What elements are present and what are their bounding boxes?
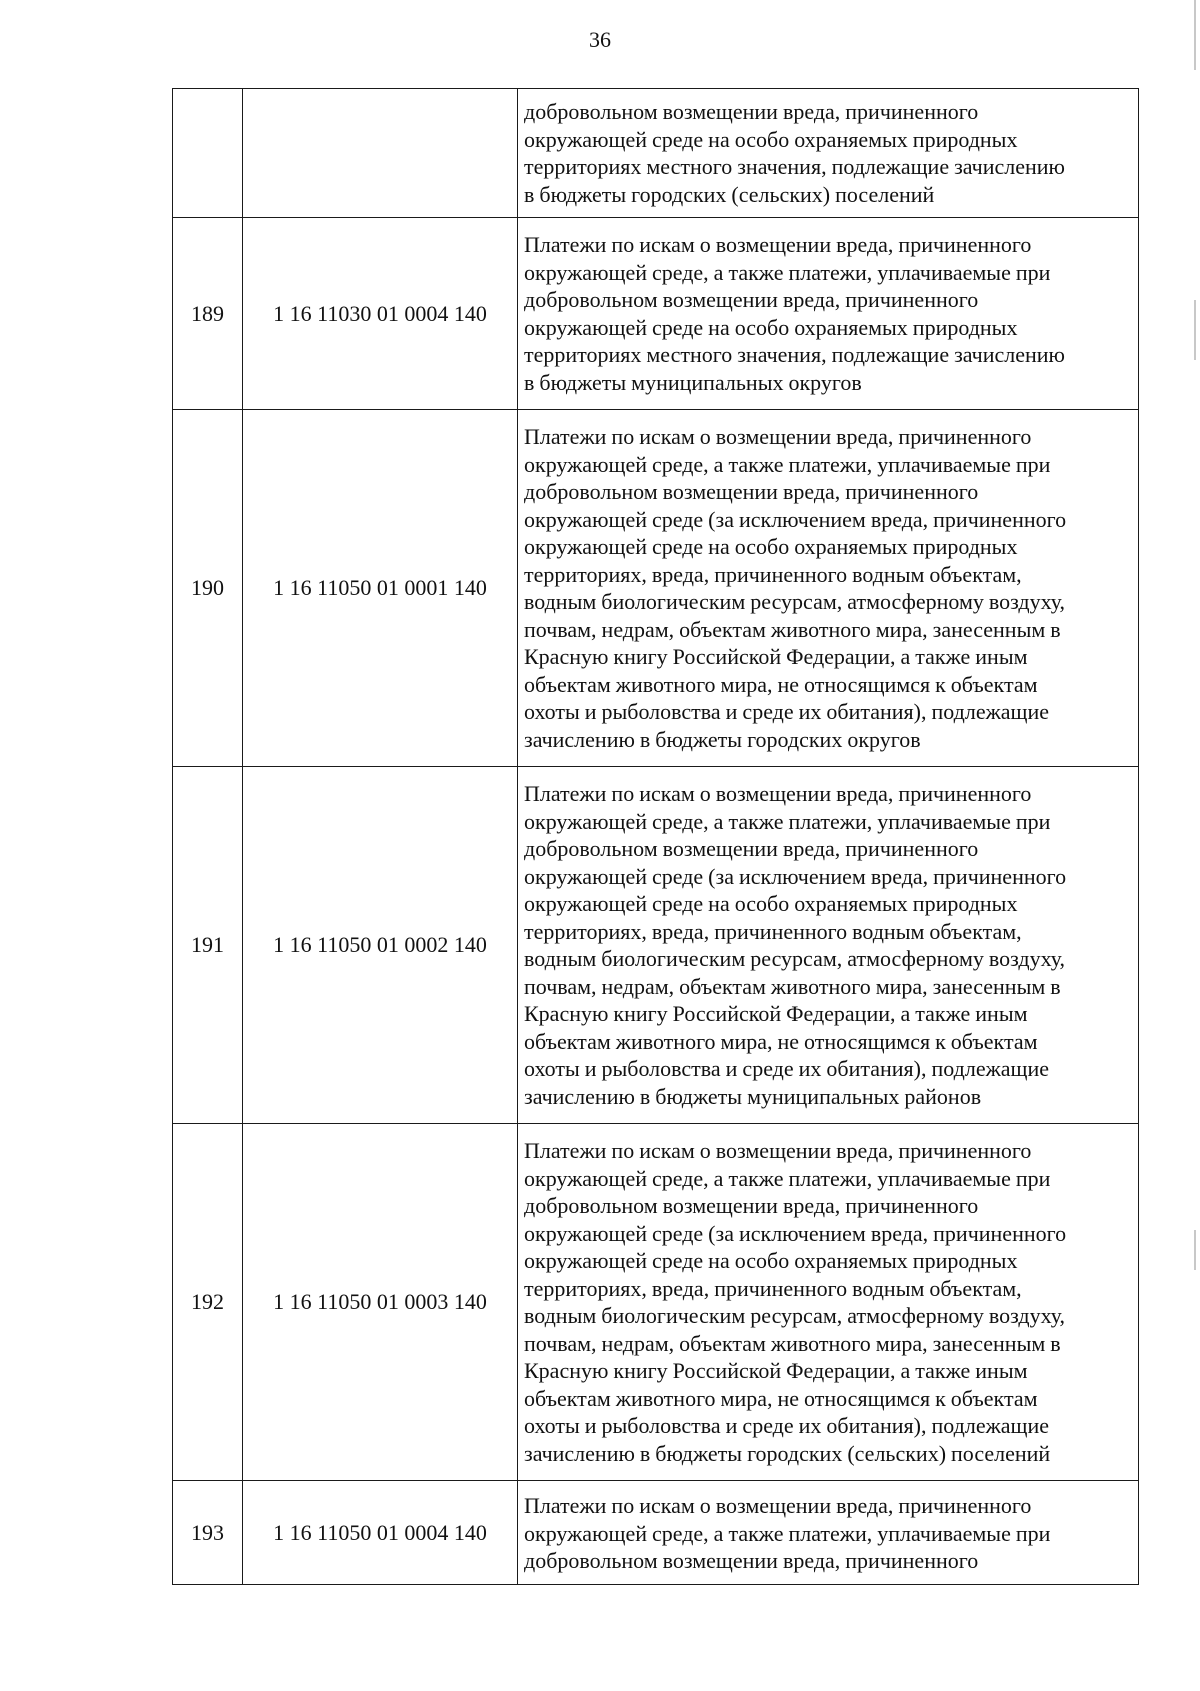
page-number: 36	[589, 27, 611, 52]
row-description: Платежи по искам о возмещении вреда, причиненного окружающей среде, а также платежи, уплачиваемые при добровольном возмещении вреда, причиненного окружающей среде на особо охраняемых природных территориях местного значения, подлежащие зачислению в бюджеты муниципальных округов	[524, 232, 1065, 395]
budget-code: 1 16 11050 01 0001 140	[243, 410, 518, 767]
row-number: 189	[173, 218, 243, 410]
row-description-cell	[518, 89, 1139, 218]
row-description-cell	[518, 1124, 1139, 1481]
row-description: Платежи по искам о возмещении вреда, причиненного окружающей среде, а также платежи, уплачиваемые при добровольном возмещении вреда, причиненного	[524, 1493, 1051, 1573]
row-description: Платежи по искам о возмещении вреда, причиненного окружающей среде, а также платежи, уплачиваемые при добровольном возмещении вреда, причиненного окружающей среде (за исключением вреда, причиненного окружающей среде на особо охраняемых природных территориях, вреда, причиненного водным объектам, водным биологическим ресурсам, атмосферному воздуху, почвам, недрам, объектам животного мира, занесенным в Красную книгу Российской Федерации, а также иным объектам животного мира, не относящимся к объектам охоты и рыболовства и среде их обитания), подлежащие зачислению в бюджеты муниципальных районов	[524, 781, 1067, 1109]
table-row	[173, 410, 1139, 767]
row-description: Платежи по искам о возмещении вреда, причиненного окружающей среде, а также платежи, уплачиваемые при добровольном возмещении вреда, причиненного окружающей среде (за исключением вреда, причиненного окружающей среде на особо охраняемых природных территориях, вреда, причиненного водным объектам, водным биологическим ресурсам, атмосферному воздуху, почвам, недрам, объектам животного мира, занесенным в Красную книгу Российской Федерации, а также иным объектам животного мира, не относящимся к объектам охоты и рыболовства и среде их обитания), подлежащие зачислению в бюджеты городских округов	[524, 424, 1067, 752]
row-number	[173, 89, 243, 218]
table-row	[173, 1481, 1139, 1585]
row-description: добровольном возмещении вреда, причиненного окружающей среде на особо охраняемых природных территориях местного значения, подлежащие зачислению в бюджеты городских (сельских) поселений	[524, 99, 1065, 207]
row-description-cell	[518, 767, 1139, 1124]
row-number: 193	[173, 1481, 243, 1585]
row-description-cell	[518, 218, 1139, 410]
row-description: Платежи по искам о возмещении вреда, причиненного окружающей среде, а также платежи, уплачиваемые при добровольном возмещении вреда, причиненного окружающей среде (за исключением вреда, причиненного окружающей среде на особо охраняемых природных территориях, вреда, причиненного водным объектам, водным биологическим ресурсам, атмосферному воздуху, почвам, недрам, объектам животного мира, занесенным в Красную книгу Российской Федерации, а также иным объектам животного мира, не относящимся к объектам охоты и рыболовства и среде их обитания), подлежащие зачислению в бюджеты городских (сельских) поселений	[524, 1138, 1067, 1466]
budget-codes-table	[172, 88, 1139, 1585]
table-row	[173, 218, 1139, 410]
table-row	[173, 89, 1139, 218]
scan-edge-mark	[1194, 1230, 1196, 1270]
scan-edge-mark	[1194, 0, 1196, 70]
row-number: 190	[173, 410, 243, 767]
budget-code: 1 16 11050 01 0003 140	[243, 1124, 518, 1481]
table-row	[173, 1124, 1139, 1481]
row-number: 191	[173, 767, 243, 1124]
budget-code	[243, 89, 518, 218]
scan-edge-mark	[1194, 300, 1196, 360]
budget-code: 1 16 11050 01 0002 140	[243, 767, 518, 1124]
budget-code: 1 16 11030 01 0004 140	[243, 218, 518, 410]
row-description-cell	[518, 1481, 1139, 1585]
table-row	[173, 767, 1139, 1124]
budget-code: 1 16 11050 01 0004 140	[243, 1481, 518, 1585]
row-description-cell	[518, 410, 1139, 767]
row-number: 192	[173, 1124, 243, 1481]
